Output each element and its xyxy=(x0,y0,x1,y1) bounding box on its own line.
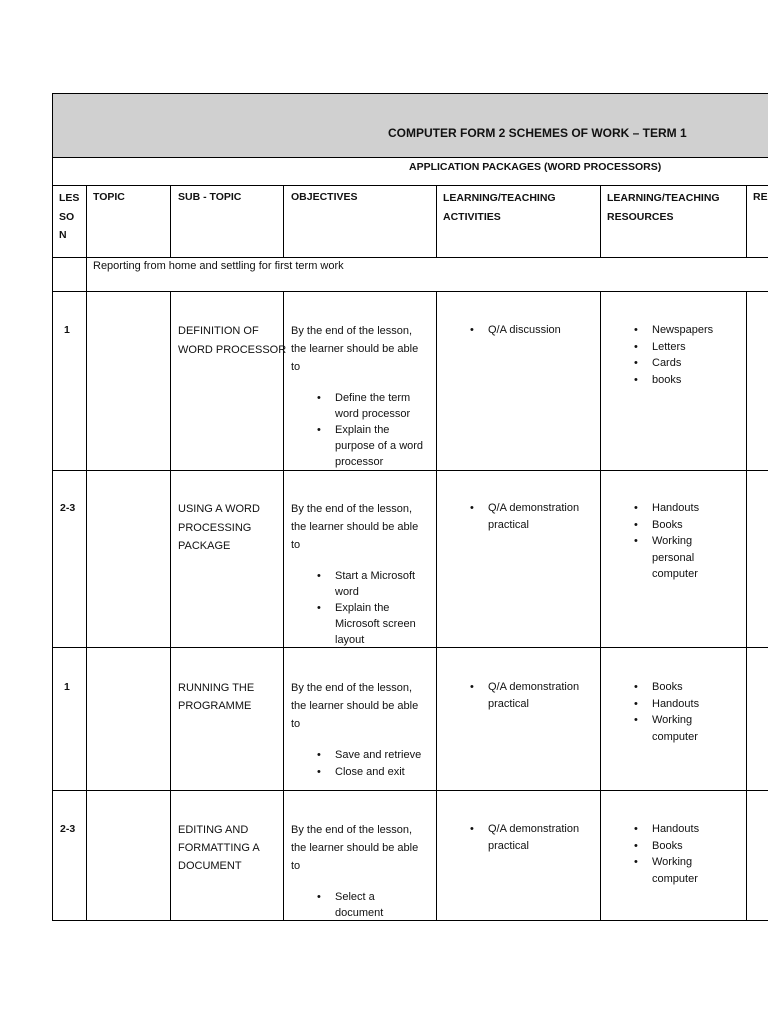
row-3-resources xyxy=(630,679,699,745)
activity-item: • Q/A demonstration practical xyxy=(466,500,579,533)
header-remarks: RE xyxy=(753,191,768,203)
rule-col-resources-head xyxy=(746,185,747,257)
row-4-subtopic: EDITING AND FORMATTING A DOCUMENT xyxy=(178,824,260,872)
activity-item: • Q/A demonstration practical xyxy=(466,679,579,712)
rule-top xyxy=(52,93,768,94)
resource-item: • Books xyxy=(630,838,699,855)
activity-item: • Q/A discussion xyxy=(466,322,561,339)
row-4-resources xyxy=(630,821,699,887)
resource-item: • Books xyxy=(630,679,699,696)
rule-row1-bottom xyxy=(52,470,768,471)
resource-item: • Newspapers xyxy=(630,322,713,339)
page-title: COMPUTER FORM 2 SCHEMES OF WORK – TERM 1 xyxy=(388,126,687,140)
row-2-lesson: 2-3 xyxy=(60,502,76,514)
rule-row3-bottom xyxy=(52,790,768,791)
row-3-lesson: 1 xyxy=(64,681,70,693)
rule-col-lesson xyxy=(86,185,87,921)
rule-col-activities xyxy=(600,291,601,921)
resource-item: • Working computer xyxy=(630,854,699,887)
row-1-lesson: 1 xyxy=(64,324,70,336)
header-resources: LEARNING/TEACHING RESOURCES xyxy=(607,192,720,223)
header-lesson: LES SO N xyxy=(59,192,80,241)
header-subtopic: SUB - TOPIC xyxy=(178,191,242,203)
row-4-lesson: 2-3 xyxy=(60,823,76,835)
resource-item: • Letters xyxy=(630,339,713,356)
objective-item: • Explain the Microsoft screen layout xyxy=(313,600,433,648)
row-1-resources xyxy=(630,322,713,388)
row-2-objectives: By the end of the lesson, the learner should be able to • Start a Microsoft word • Explain the Microsoft screen layout xyxy=(291,500,433,648)
rule-col-topic-head xyxy=(170,185,171,257)
intro-row-text: Reporting from home and settling for first term work xyxy=(93,260,344,272)
objective-item: • Close and exit xyxy=(313,764,433,781)
row-2-subtopic: USING A WORD PROCESSING PACKAGE xyxy=(178,503,260,552)
rule-left xyxy=(52,93,53,921)
objective-item: • Explain the purpose of a word processor xyxy=(313,422,433,470)
page-subtitle: APPLICATION PACKAGES (WORD PROCESSORS) xyxy=(409,161,662,173)
rule-col-objectives-head xyxy=(436,185,437,257)
row-1-activities xyxy=(466,322,561,339)
header-activities: LEARNING/TEACHING ACTIVITIES xyxy=(443,192,556,223)
resource-item: • books xyxy=(630,372,713,389)
rule-title-bottom xyxy=(52,157,768,158)
resource-item: • Working personal computer xyxy=(630,533,699,583)
row-3-activities xyxy=(466,679,579,712)
objective-item: • Save and retrieve xyxy=(313,747,433,764)
row-3-subtopic: RUNNING THE PROGRAMME xyxy=(178,682,255,712)
resource-item: • Handouts xyxy=(630,696,699,713)
rule-col-topic xyxy=(170,291,171,921)
header-topic: TOPIC xyxy=(93,191,125,203)
rule-intro-bottom xyxy=(52,291,768,292)
row-4-objectives: By the end of the lesson, the learner should be able to • Select a document xyxy=(291,821,433,921)
rule-col-objectives xyxy=(436,291,437,921)
activity-item: • Q/A demonstration practical xyxy=(466,821,579,854)
row-4-activities xyxy=(466,821,579,854)
row-3-objectives: By the end of the lesson, the learner should be able to • Save and retrieve • Close and exit xyxy=(291,679,433,780)
resource-item: • Handouts xyxy=(630,500,699,517)
resource-item: • Handouts xyxy=(630,821,699,838)
row-1-objectives: By the end of the lesson, the learner should be able to • Define the term word processor • Explain the purpose of a word processor xyxy=(291,322,433,470)
header-objectives: OBJECTIVES xyxy=(291,191,358,203)
rule-col-subtopic-head xyxy=(283,185,284,257)
row-2-activities xyxy=(466,500,579,533)
objective-item: • Start a Microsoft word xyxy=(313,568,433,600)
row-1-subtopic: DEFINITION OF WORD PROCESSOR xyxy=(178,325,287,356)
objective-item: • Define the term word processor xyxy=(313,390,433,422)
row-2-resources xyxy=(630,500,699,583)
resource-item: • Cards xyxy=(630,355,713,372)
objective-item: • Select a document xyxy=(313,889,433,921)
rule-col-activities-head xyxy=(600,185,601,257)
resource-item: • Books xyxy=(630,517,699,534)
resource-item: • Working computer xyxy=(630,712,699,745)
rule-col-subtopic xyxy=(283,291,284,921)
rule-subtitle-bottom xyxy=(52,185,768,186)
rule-col-resources xyxy=(746,291,747,921)
